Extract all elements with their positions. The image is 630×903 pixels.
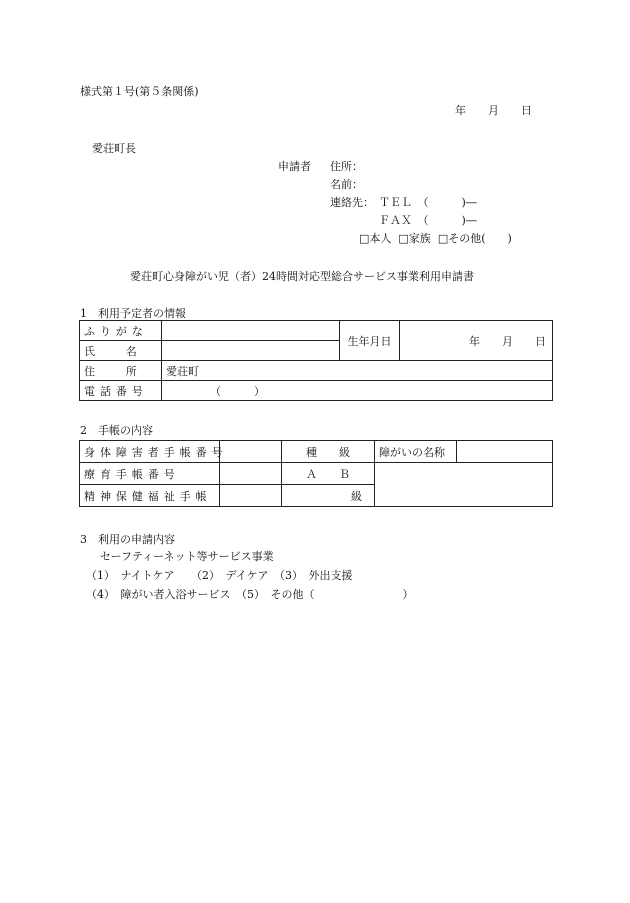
section3-heading: 3 利用の申請内容 <box>80 533 175 546</box>
phone-label: 電話番号 <box>80 381 162 401</box>
date-line: 年 月 日 <box>455 104 532 117</box>
addressee: 愛荘町長 <box>92 142 136 155</box>
birth-label: 生年月日 <box>340 321 400 361</box>
service-options-line1[interactable]: （1） ナイトケア （2） デイケア （3） 外出支援 <box>86 569 353 582</box>
disability-name-blank <box>457 441 553 463</box>
furigana-label: ふりがな <box>80 321 162 341</box>
form-number: 様式第１号(第５条関係) <box>80 85 199 98</box>
applicant-contact-label: 連絡先： <box>330 196 374 209</box>
furigana-field[interactable] <box>162 321 340 341</box>
birth-field[interactable]: 年 月 日 <box>400 321 553 361</box>
relation-self: □本人 <box>359 232 392 245</box>
section2-heading: 2 手帳の内容 <box>80 424 153 437</box>
rehab-handbook-number[interactable] <box>220 463 282 485</box>
name-field[interactable] <box>162 341 340 361</box>
physical-handbook-number[interactable] <box>220 441 282 463</box>
handbook-table <box>79 440 553 507</box>
disability-name-label: 障がいの名称 <box>375 441 457 463</box>
physical-grade[interactable]: 種 級 <box>282 441 375 463</box>
disability-name-field[interactable] <box>375 463 553 507</box>
rehab-handbook-label: 療育手帳番号 <box>80 463 220 485</box>
tel-line: ＴＥＬ （ )― <box>379 196 477 209</box>
relation-options <box>359 230 512 246</box>
address-label: 住 所 <box>80 361 162 381</box>
rehab-grade[interactable]: Ａ Ｂ <box>282 463 375 485</box>
mental-handbook-number[interactable] <box>220 485 282 507</box>
user-info-table <box>79 320 553 401</box>
mental-handbook-label: 精神保健福祉手帳 <box>80 485 220 507</box>
phone-field[interactable]: （ ） <box>162 381 553 401</box>
mental-grade[interactable]: 級 <box>282 485 375 507</box>
relation-other: □その他( ) <box>437 232 512 245</box>
name-label: 氏 名 <box>80 341 162 361</box>
physical-handbook-label: 身体障害者手帳番号 <box>80 441 220 463</box>
applicant-label: 申請者 <box>278 160 311 173</box>
section1-heading: 1 利用予定者の情報 <box>80 307 186 320</box>
applicant-name-label: 名前： <box>330 178 363 191</box>
relation-family: □家族 <box>398 232 431 245</box>
service-program: セーフティーネット等サービス事業 <box>100 550 274 563</box>
address-field[interactable]: 愛荘町 <box>162 361 553 381</box>
fax-line: ＦＡＸ （ )― <box>379 214 477 227</box>
applicant-address-label: 住所： <box>330 160 363 173</box>
document-title: 愛荘町心身障がい児（者）24時間対応型総合サービス事業利用申請書 <box>130 270 474 283</box>
service-options-line2[interactable]: （4） 障がい者入浴サービス （5） その他（ ） <box>86 588 414 601</box>
